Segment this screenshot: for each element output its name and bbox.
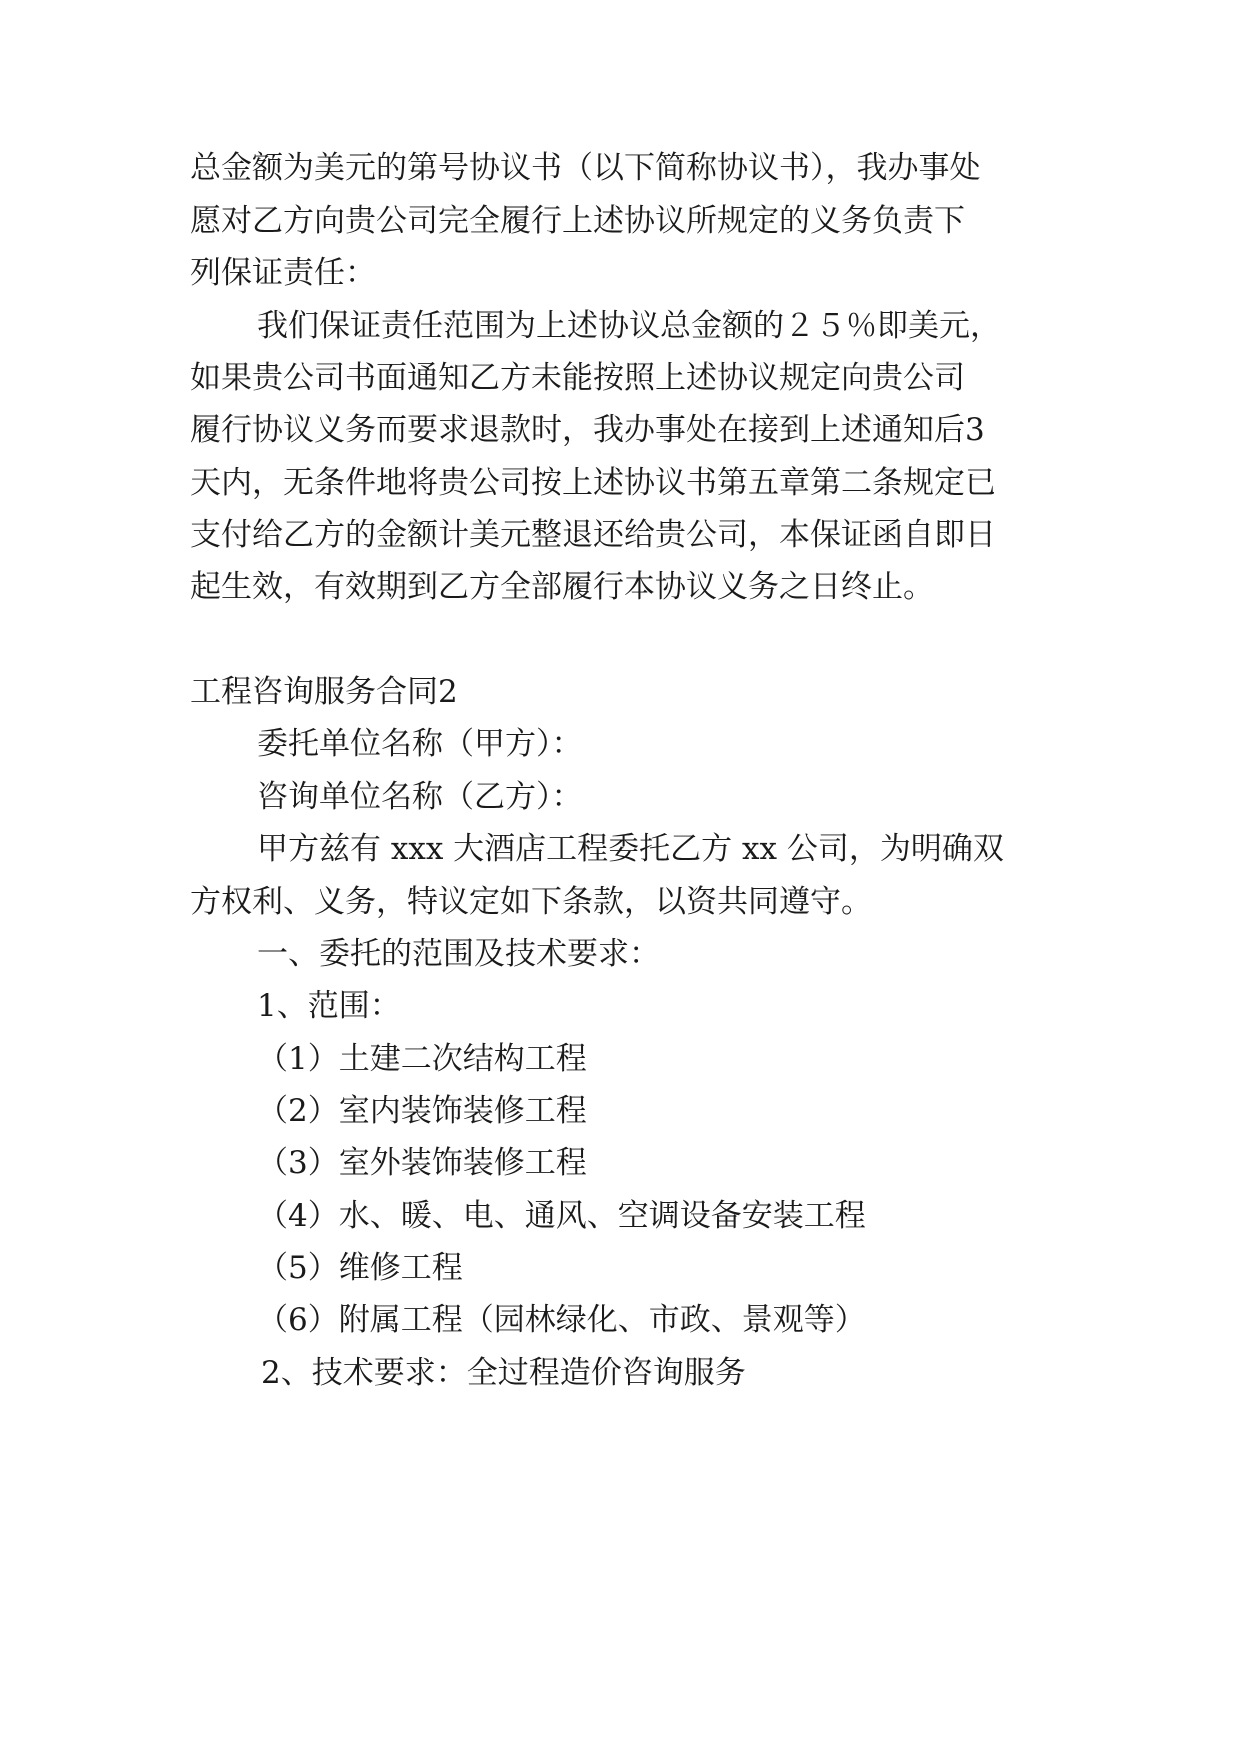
intro-text-line: 方权利、义务，特议定如下条款，以资共同遵守。 bbox=[190, 884, 872, 920]
body-text-line: 列保证责任： bbox=[190, 255, 376, 291]
body-text-line: 起生效，有效期到乙方全部履行本协议义务之日终止。 bbox=[190, 569, 934, 605]
party-a-label: 委托单位名称（甲方）： bbox=[257, 726, 583, 762]
scope-item: （6）附属工程（园林绿化、市政、景观等） bbox=[257, 1302, 866, 1338]
body-text-line: 天内，无条件地将贵公司按上述协议书第五章第二条规定已 bbox=[190, 465, 996, 501]
scope-item: （4）水、暖、电、通风、空调设备安装工程 bbox=[257, 1198, 866, 1234]
intro-text-line: 甲方兹有 xxx 大酒店工程委托乙方 xx 公司，为明确双 bbox=[257, 831, 1004, 867]
body-text-line: 愿对乙方向贵公司完全履行上述协议所规定的义务负责下 bbox=[190, 203, 965, 239]
body-text-line: 履行协议义务而要求退款时，我办事处在接到上述通知后3 bbox=[190, 412, 985, 448]
section-heading: 一、委托的范围及技术要求： bbox=[257, 936, 660, 972]
body-text-line: 支付给乙方的金额计美元整退还给贵公司，本保证函自即日 bbox=[190, 517, 996, 553]
scope-item: （1）土建二次结构工程 bbox=[257, 1041, 587, 1077]
tech-requirement: 2、技术要求：全过程造价咨询服务 bbox=[261, 1355, 746, 1391]
contract-title: 工程咨询服务合同2 bbox=[190, 674, 458, 710]
party-b-label: 咨询单位名称（乙方）： bbox=[257, 779, 583, 815]
body-text-line: 我们保证责任范围为上述协议总金额的２５％即美元， bbox=[257, 308, 1001, 344]
scope-item: （2）室内装饰装修工程 bbox=[257, 1093, 587, 1129]
scope-item: （5）维修工程 bbox=[257, 1250, 463, 1286]
scope-label: 1、范围： bbox=[257, 988, 401, 1024]
body-text-line: 总金额为美元的第号协议书（以下简称协议书），我办事处 bbox=[190, 150, 981, 186]
scope-item: （3）室外装饰装修工程 bbox=[257, 1145, 587, 1181]
body-text-line: 如果贵公司书面通知乙方未能按照上述协议规定向贵公司 bbox=[190, 360, 965, 396]
